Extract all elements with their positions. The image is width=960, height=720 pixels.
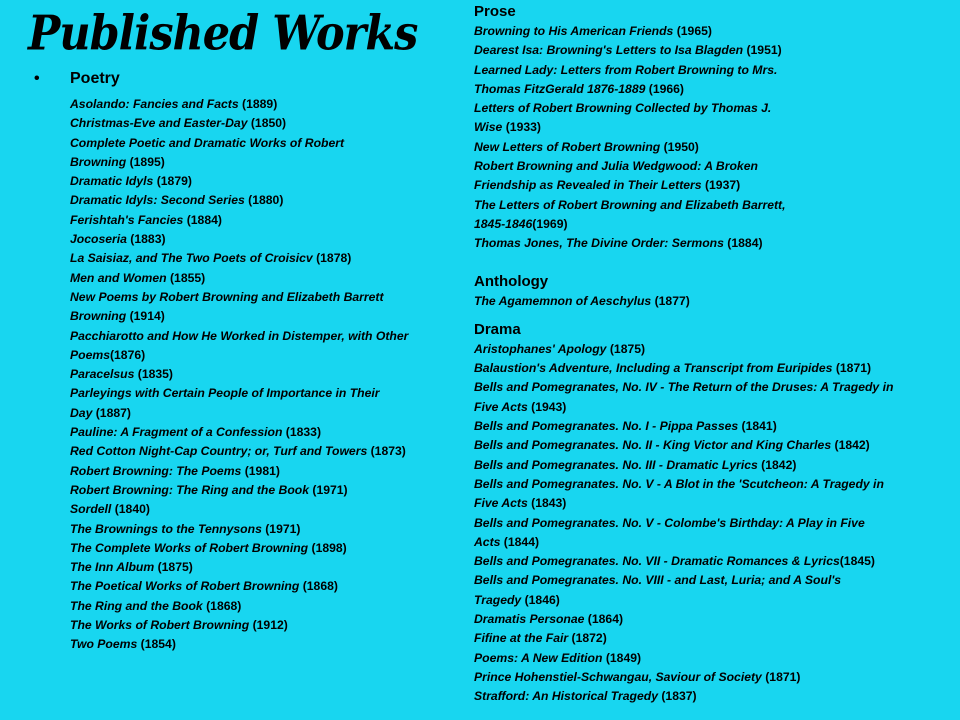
anthology-section <box>474 272 960 311</box>
work-year: (1871) <box>832 361 872 376</box>
work-year: (1844) <box>500 534 540 549</box>
work-title: Bells and Pomegranates, No. IV - The Return of the Druses: A Tragedy in <box>474 380 894 395</box>
work-item <box>70 288 464 307</box>
work-title: Bells and Pomegranates. No. VII - Dramatic Romances & Lyrics <box>474 554 840 569</box>
work-item <box>474 80 960 99</box>
work-title: Letters of Robert Browning Collected by Thomas J. <box>474 101 772 116</box>
work-item <box>474 99 960 118</box>
work-title: Dramatic Idyls: Second Series <box>70 193 245 208</box>
poetry-list <box>70 95 464 655</box>
work-year: (1895) <box>126 154 165 169</box>
work-title: Ferishtah's Fancies <box>70 212 184 227</box>
work-year: (1849) <box>602 650 642 665</box>
work-item <box>474 514 960 533</box>
work-title: Men and Women <box>70 270 167 285</box>
work-title: The Poetical Works of Robert Browning <box>70 579 300 594</box>
work-title: Fifine at the Fair <box>474 631 569 646</box>
work-item <box>70 481 464 500</box>
work-title: La Saisiaz, and The Two Poets of Croisicv <box>70 251 313 266</box>
prose-heading: Prose <box>474 3 516 20</box>
work-item <box>474 436 960 455</box>
work-title: New Letters of Robert Browning <box>474 139 661 154</box>
work-year: (1875) <box>154 560 193 575</box>
work-item <box>474 552 960 571</box>
work-title: Complete Poetic and Dramatic Works of Robert <box>70 135 345 150</box>
work-year: (1884) <box>183 212 222 227</box>
work-year: (1971) <box>309 482 348 497</box>
work-item <box>70 500 464 519</box>
work-year: (1943) <box>527 399 567 414</box>
work-title: Bells and Pomegranates. No. V - Colombe's Birthday: A Play in Five <box>474 515 865 530</box>
work-title: Day <box>70 405 93 420</box>
work-item <box>70 520 464 539</box>
work-year: (1854) <box>137 637 176 652</box>
work-title: Bells and Pomegranates. No. III - Dramatic Lyrics <box>474 457 758 472</box>
work-year: (1912) <box>249 618 288 633</box>
work-title: Jocoseria <box>70 232 127 247</box>
work-year: (1884) <box>723 236 763 251</box>
work-item <box>474 292 960 311</box>
work-item <box>474 456 960 475</box>
work-year: (1879) <box>153 174 192 189</box>
work-year: (1898) <box>308 540 347 555</box>
work-item <box>474 22 960 41</box>
work-item <box>70 114 464 133</box>
work-year: (1850) <box>247 116 287 131</box>
work-item <box>70 172 464 191</box>
work-title: The Agamemnon of Aeschylus <box>474 293 652 308</box>
work-year: (1914) <box>126 309 165 324</box>
work-item <box>70 539 464 558</box>
work-title: Balaustion's Adventure, Including a Transcript from Euripides <box>474 361 833 376</box>
work-title: Christmas-Eve and Easter-Day <box>70 116 248 131</box>
work-item <box>70 269 464 288</box>
work-title: Tragedy <box>474 592 522 607</box>
work-year: (1951) <box>743 43 782 58</box>
work-title: Parleyings with Certain People of Importance in Their <box>70 386 380 401</box>
work-title: Learned Lady: Letters from Robert Browning to Mrs. <box>474 62 778 77</box>
work-item <box>474 591 960 610</box>
poetry-section <box>34 68 464 655</box>
work-year: (1981) <box>241 463 280 478</box>
work-title: Browning <box>70 154 127 169</box>
work-title: Pacchiarotto and How He Worked in Distemper, with Other <box>70 328 409 343</box>
work-year: (1883) <box>126 232 166 247</box>
page-title: Published Works <box>28 6 418 62</box>
work-year: (1855) <box>166 270 206 285</box>
bullet-icon: • <box>34 70 40 87</box>
work-item <box>70 307 464 326</box>
work-item <box>70 616 464 635</box>
work-title: The Letters of Robert Browning and Elizabeth Barrett, <box>474 197 786 212</box>
work-title: Strafford: An Historical Tragedy <box>474 689 658 704</box>
work-item <box>474 649 960 668</box>
work-item <box>474 571 960 590</box>
anthology-heading: Anthology <box>474 272 549 290</box>
poetry-heading <box>34 68 464 90</box>
work-title: Poems: A New Edition <box>474 650 603 665</box>
work-title: Dramatic Idyls <box>70 174 154 189</box>
work-item <box>70 558 464 577</box>
work-item <box>474 234 960 253</box>
work-year: (1876) <box>109 347 146 362</box>
work-item <box>474 475 960 494</box>
work-item <box>474 533 960 552</box>
work-title: Wise <box>474 120 503 135</box>
work-year: (1868) <box>202 598 242 613</box>
work-item <box>474 196 960 215</box>
work-year: (1950) <box>660 139 699 154</box>
work-item <box>70 404 464 423</box>
work-item <box>70 134 464 153</box>
work-year: (1842) <box>757 457 797 472</box>
work-title: Thomas Jones, The Divine Order: Sermons <box>474 236 724 251</box>
work-year: (1872) <box>568 631 607 646</box>
work-item <box>70 365 464 384</box>
work-item <box>70 95 464 114</box>
work-year: (1933) <box>502 120 541 135</box>
work-title: The Inn Album <box>70 560 155 575</box>
work-year: (1887) <box>92 405 131 420</box>
work-title: Prince Hohenstiel-Schwangau, Saviour of Society <box>474 669 762 684</box>
work-item <box>70 597 464 616</box>
work-year: (1937) <box>701 178 741 193</box>
work-item <box>70 211 464 230</box>
work-year: (1880) <box>244 193 284 208</box>
work-item <box>474 340 960 359</box>
work-item <box>70 462 464 481</box>
work-title: Pauline: A Fragment of a Confession <box>70 425 283 440</box>
work-item <box>474 417 960 436</box>
work-item <box>70 230 464 249</box>
poetry-heading-label: Poetry <box>70 70 120 87</box>
work-item <box>70 191 464 210</box>
work-title: Browning <box>70 309 127 324</box>
work-title: Bells and Pomegranates. No. VIII - and Last, Luria; and A Soul's <box>474 573 842 588</box>
work-title: Asolando: Fancies and Facts <box>70 97 239 111</box>
work-item <box>70 577 464 596</box>
work-item <box>474 176 960 195</box>
work-title: Browning to His American Friends <box>474 24 674 38</box>
work-title: Sordell <box>70 502 112 517</box>
work-title: Aristophanes' Apology <box>474 341 607 356</box>
right-column <box>474 0 960 707</box>
work-year: (1871) <box>761 669 801 684</box>
drama-heading: Drama <box>474 320 521 338</box>
work-year: (1878) <box>312 251 352 266</box>
drama-section <box>474 320 960 707</box>
work-year: (1841) <box>738 419 777 434</box>
work-title: Bells and Pomegranates. No. V - A Blot in the 'Scutcheon: A Tragedy in <box>474 476 884 491</box>
work-title: Dramatis Personae <box>474 612 585 627</box>
work-item <box>70 442 464 461</box>
work-item <box>70 384 464 403</box>
work-year: (1873) <box>367 444 406 459</box>
work-year: (1971) <box>261 521 301 536</box>
work-title: 1845-1846 <box>474 216 533 231</box>
work-year: (1868) <box>299 579 338 594</box>
work-year: (1889) <box>238 97 278 111</box>
work-title: Dearest Isa: Browning's Letters to Isa Blagden <box>474 43 744 58</box>
work-title: Five Acts <box>474 399 528 414</box>
work-title: Five Acts <box>474 496 528 511</box>
work-title: The Ring and the Book <box>70 598 203 613</box>
work-title: Two Poems <box>70 637 138 652</box>
work-year: (1864) <box>584 612 624 627</box>
work-title: Bells and Pomegranates. No. II - King Victor and King Charles <box>474 438 832 453</box>
work-item <box>474 118 960 137</box>
work-item <box>474 157 960 176</box>
work-item <box>70 346 464 365</box>
drama-list <box>474 340 960 707</box>
work-item <box>70 423 464 442</box>
work-year: (1877) <box>651 293 690 308</box>
work-item <box>474 359 960 378</box>
work-item <box>474 494 960 513</box>
work-title: Robert Browning: The Ring and the Book <box>70 482 309 497</box>
work-year: (1965) <box>673 24 712 38</box>
work-item <box>474 668 960 687</box>
work-year: (1845) <box>839 554 875 569</box>
work-item <box>474 378 960 397</box>
work-item <box>70 327 464 346</box>
prose-section <box>474 2 960 254</box>
work-title: The Works of Robert Browning <box>70 618 250 633</box>
work-title: Friendship as Revealed in Their Letters <box>474 178 702 193</box>
work-title: Thomas FitzGerald 1876-1889 <box>474 81 646 96</box>
work-title: Robert Browning: The Poems <box>70 463 242 478</box>
work-item <box>474 629 960 648</box>
work-title: The Brownings to the Tennysons <box>70 521 262 536</box>
work-item <box>474 398 960 417</box>
work-item <box>474 138 960 157</box>
work-year: (1875) <box>606 341 646 356</box>
work-title: Poems <box>70 347 110 362</box>
work-year: (1842) <box>831 438 870 453</box>
work-item <box>70 635 464 654</box>
work-year: (1837) <box>657 689 697 704</box>
work-title: Red Cotton Night-Cap Country; or, Turf and Towers <box>70 444 368 459</box>
work-item <box>474 41 960 60</box>
work-title: Acts <box>474 534 501 549</box>
work-year: (1840) <box>111 502 150 517</box>
work-title: Robert Browning and Julia Wedgwood: A Broken <box>474 159 758 174</box>
work-year: (1833) <box>282 425 322 440</box>
work-year: (1969) <box>532 216 568 231</box>
anthology-list <box>474 292 960 311</box>
prose-list <box>474 22 960 254</box>
work-item <box>474 215 960 234</box>
work-item <box>70 249 464 268</box>
work-title: Bells and Pomegranates. No. I - Pippa Passes <box>474 419 739 434</box>
work-item <box>474 687 960 706</box>
work-title: Paracelsus <box>70 367 135 382</box>
work-title: The Complete Works of Robert Browning <box>70 540 309 555</box>
work-year: (1846) <box>521 592 560 607</box>
work-year: (1835) <box>134 367 173 382</box>
work-item <box>474 610 960 629</box>
work-item <box>474 61 960 80</box>
work-item <box>70 153 464 172</box>
work-title: New Poems by Robert Browning and Elizabeth Barrett <box>70 289 384 304</box>
work-year: (1843) <box>527 496 567 511</box>
work-year: (1966) <box>645 81 684 96</box>
